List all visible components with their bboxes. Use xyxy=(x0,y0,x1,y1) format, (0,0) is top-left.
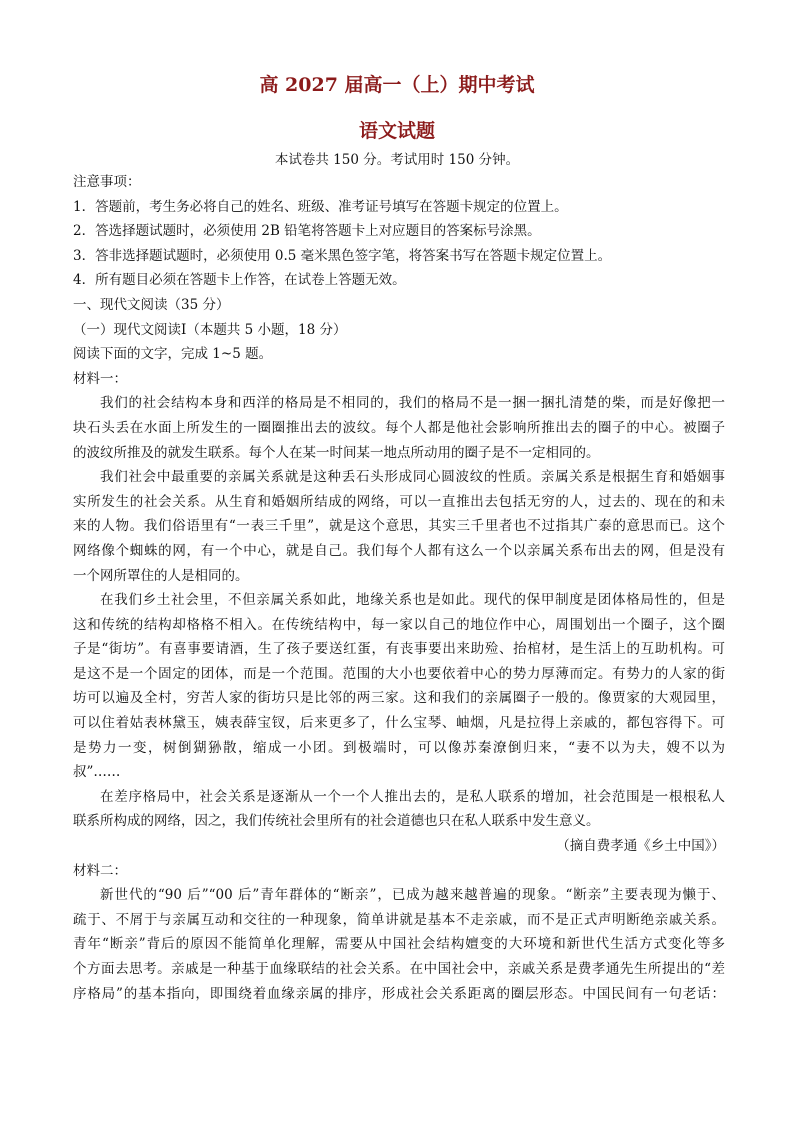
paragraph-line: 网络像个蜘蛛的网，有一个中心，就是自己。我们每个人都有这么一个以亲属关系布出去的网，但是没有 xyxy=(73,542,725,559)
exam-body xyxy=(73,170,725,1006)
material1-source: （摘自费孝通《乡土中国》） xyxy=(556,838,725,855)
note-item: 4．所有题目必须在答题卡上作答，在试卷上答题无效。 xyxy=(73,272,406,289)
material2-label: 材料二： xyxy=(73,862,127,879)
paragraph-line: 序格局”的基本指向，即围绕着血缘亲属的排序，形成社会关系距离的圈层形态。中国民间有一句老话： xyxy=(73,985,725,1002)
subject-title: 语文试题 xyxy=(358,120,435,142)
paragraph-line: 我们的社会结构本身和西洋的格局是不相同的，我们的格局不是一捆一捆扎清楚的柴，而是好像把一 xyxy=(100,395,725,412)
paragraph-line: 可以住着姑表林黛玉，姨表薛宝钗，后来更多了，什么宝琴、岫烟，凡是拉得上亲戚的，都包容得下。可 xyxy=(73,715,725,732)
paragraph-line: 叔”…… xyxy=(73,764,121,781)
exam-title: 高 2027 届高一（上）期中考试 xyxy=(259,74,535,96)
paragraph-line: 个方面去思考。亲戚是一种基于血缘联结的社会关系。在中国社会中，亲戚关系是费孝通先生所提出的“差 xyxy=(73,961,725,977)
paragraph-line: 青年“断亲”背后的原因不能简单化理解，需要从中国社会结构嬗变的大环境和新世代生活方式变化等多 xyxy=(73,936,725,953)
paragraph-line: 一个网所罩住的人是相同的。 xyxy=(73,567,249,584)
paragraph-line: 联系所构成的网络，因之，我们传统社会里所有的社会道德也只在私人联系中发生意义。 xyxy=(73,813,600,830)
paragraph-line: 疏于、不屑于与亲属互动和交往的一种现象，简单讲就是基本不走亲戚，而不是正式声明断绝亲戚关系。 xyxy=(73,911,725,928)
note-item: 2．答选择题试题时，必须使用 2B 铅笔将答题卡上对应题目的答案标号涂黑。 xyxy=(73,223,541,240)
paragraph-line: 在差序格局中，社会关系是逐渐从一个一个人推出去的，是私人联系的增加，社会范围是一根根私人 xyxy=(100,788,725,805)
paragraph-line: 新世代的“90 后”“00 后”青年群体的“断亲”，已成为越来越普遍的现象。“断亲”主要表现为懒于、 xyxy=(100,887,725,904)
note-item: 3．答非选择题试题时，必须使用 0.5 毫米黑色签字笔，将答案书写在答题卡规定位置上。 xyxy=(73,247,612,264)
paragraph-line: 实所发生的社会关系。从生育和婚姻所结成的网络，可以一直推出去包括无穷的人，过去的、现在的和未 xyxy=(73,493,725,510)
paragraph-line: 子是“街坊”。有喜事要请酒，生了孩子要送红蛋，有丧事要出来助殓、抬棺材，是生活上的互助机构。可 xyxy=(73,641,725,658)
paragraph-line: 块石头丢在水面上所发生的一圈圈推出去的波纹。每个人都是他社会影响所推出去的圈子的中心。被圈子 xyxy=(73,419,725,436)
notes-heading: 注意事项： xyxy=(73,174,141,190)
paragraph-line: 这和传统的结构却格格不相入。在传统结构中，每一家以自己的地位作中心，周围划出一个圈子，这个圈 xyxy=(73,616,725,633)
reading-instruction: 阅读下面的文字，完成 1~5 题。 xyxy=(73,346,273,363)
exam-info: 本试卷共 150 分。考试用时 150 分钟。 xyxy=(274,152,520,168)
note-item: 1．答题前，考生务必将自己的姓名、班级、准考证号填写在答题卡规定的位置上。 xyxy=(73,198,568,215)
paragraph-line: 来的人物。我们俗语里有“一表三千里”，就是这个意思，其实三千里者也不过指其广泰的意思而已。这个 xyxy=(73,518,725,535)
section-heading: 一、现代文阅读（35 分） xyxy=(73,296,230,313)
paragraph-line: 坊可以遍及全村，穷苦人家的街坊只是比邻的两三家。这和我们的亲属圈子一般的。像贾家的大观园里， xyxy=(73,690,725,707)
paragraph-line: 是这不是一个固定的团体，而是一个范围。范围的大小也要依着中心的势力厚薄而定。有势力的人家的街 xyxy=(73,665,725,682)
paragraph-line: 的波纹所推及的就发生联系。每个人在某一时间某一地点所动用的圈子是不一定相同的。 xyxy=(73,444,600,461)
subsection-heading: （一）现代文阅读Ⅰ（本题共 5 小题，18 分） xyxy=(73,321,347,338)
paragraph-line: 在我们乡土社会里，不但亲属关系如此，地缘关系也是如此。现代的保甲制度是团体格局性的，但是 xyxy=(100,592,725,609)
paragraph-line: 我们社会中最重要的亲属关系就是这种丢石头形成同心圆波纹的性质。亲属关系是根据生育和婚姻事 xyxy=(100,469,725,486)
paragraph-line: 是势力一变，树倒猢狲散，缩成一小团。到极端时，可以像苏秦潦倒归来，“妻不以为夫，嫂不以为 xyxy=(73,739,725,756)
material1-label: 材料一： xyxy=(73,370,127,387)
